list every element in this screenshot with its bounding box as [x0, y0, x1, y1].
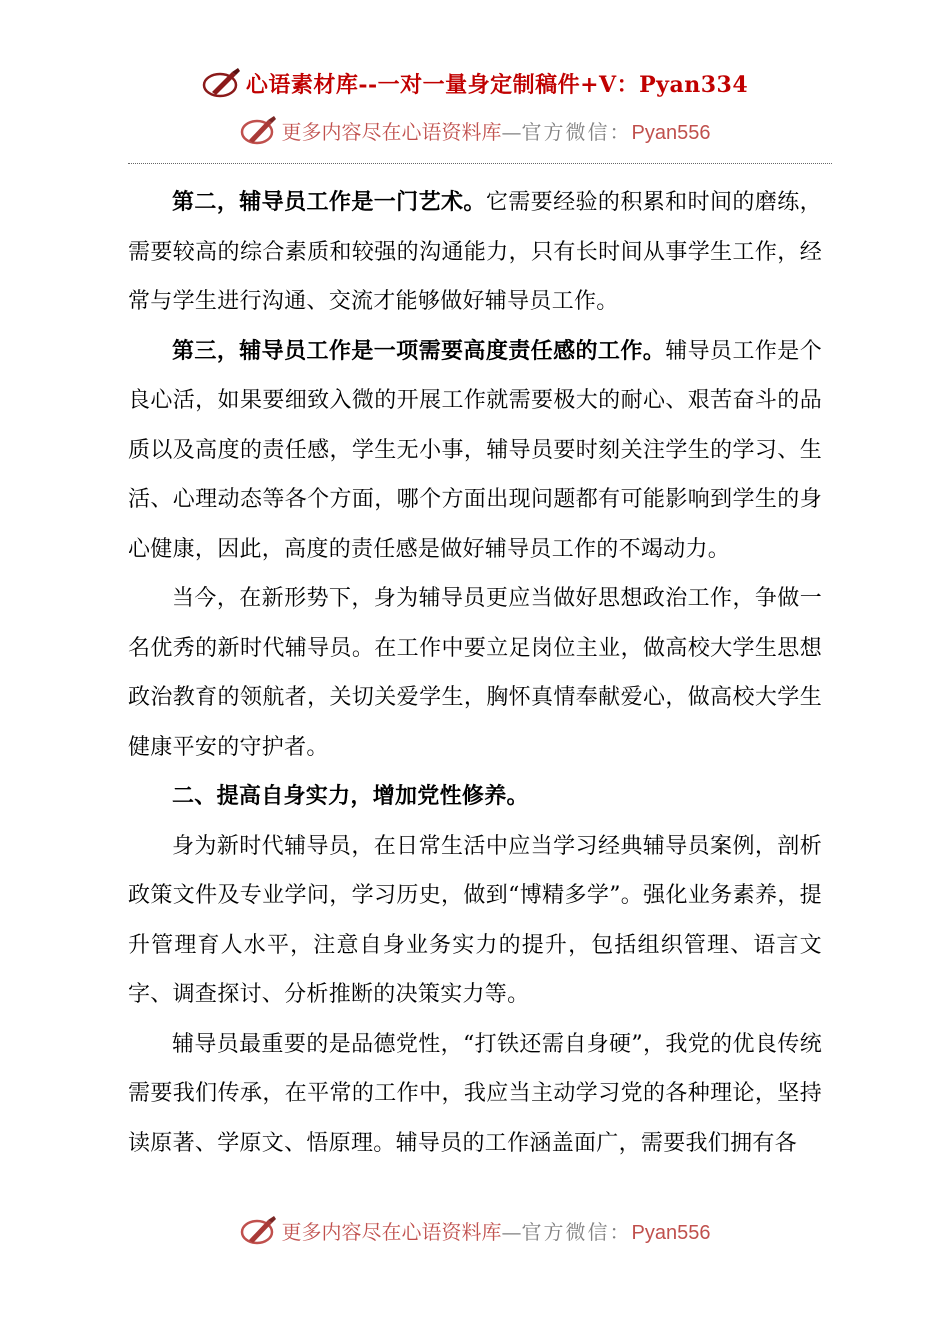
paragraph-bold: 第三，辅导员工作是一项需要高度责任感的工作。	[172, 337, 666, 364]
wechat-label: 官方微信：	[521, 119, 632, 144]
wechat-id: Pyan556	[631, 1221, 711, 1244]
banner-text: 更多内容尽在心语资料库	[281, 1219, 502, 1244]
header-title: 心语素材库--一对一量身定制稿件+V：Pyan334	[245, 71, 749, 98]
wechat-id: Pyan556	[631, 121, 711, 144]
section-heading	[128, 772, 822, 822]
paragraph	[128, 822, 822, 1020]
page-header	[0, 66, 950, 100]
paragraph-text: 当今，在新形势下，身为辅导员更应当做好思想政治工作，争做一名优秀的新时代辅导员。在工作中要立足岗位主业，做高校大学生思想政治教育的领航者，关切关爱学生，胸怀真情奉献爱心，做高校大学生健康平安的守护者。	[128, 586, 822, 760]
paragraph	[128, 327, 822, 575]
paragraph	[128, 178, 822, 327]
header-divider	[128, 163, 832, 164]
document-body	[128, 178, 822, 1168]
top-banner	[0, 112, 950, 148]
wechat-label: 官方微信：	[521, 1219, 632, 1244]
pen-nib-icon	[240, 112, 280, 148]
banner-separator: —	[501, 119, 522, 144]
bottom-banner	[0, 1212, 950, 1248]
paragraph-text: 辅导员工作是个良心活，如果要细致入微的开展工作就需要极大的耐心、艰苦奋斗的品质以及高度的责任感，学生无小事，辅导员要时刻关注学生的学习、生活、心理动态等各个方面，哪个方面出现问题都有可能影响到学生的身心健康，因此，高度的责任感是做好辅导员工作的不竭动力。	[128, 338, 822, 562]
paragraph-bold: 第二，辅导员工作是一门艺术。	[172, 189, 486, 215]
paragraph-text: 它需要经验的积累和时间的磨练，需要较高的综合素质和较强的沟通能力，只有长时间从事学生工作，经常与学生进行沟通、交流才能够做好辅导员工作。	[128, 190, 822, 314]
paragraph	[128, 574, 822, 772]
paragraph-bold: 二、提高自身实力，增加党性修养。	[172, 783, 529, 809]
banner-separator: —	[501, 1219, 522, 1244]
pen-nib-icon	[202, 66, 244, 100]
paragraph	[128, 1020, 822, 1169]
paragraph-text: 身为新时代辅导员，在日常生活中应当学习经典辅导员案例，剖析政策文件及专业学问，学习历史，做到“博精多学”。强化业务素养，提升管理育人水平，注意自身业务实力的提升，包括组织管理、语言文字、调查探讨、分析推断的决策实力等。	[128, 833, 822, 1007]
banner-text: 更多内容尽在心语资料库	[281, 119, 502, 144]
pen-nib-icon	[240, 1212, 280, 1248]
paragraph-text: 辅导员最重要的是品德党性，“打铁还需自身硬”，我党的优良传统需要我们传承，在平常的工作中，我应当主动学习党的各种理论，坚持读原著、学原文、悟原理。辅导员的工作涵盖面广，需要我们拥有各	[128, 1031, 822, 1156]
